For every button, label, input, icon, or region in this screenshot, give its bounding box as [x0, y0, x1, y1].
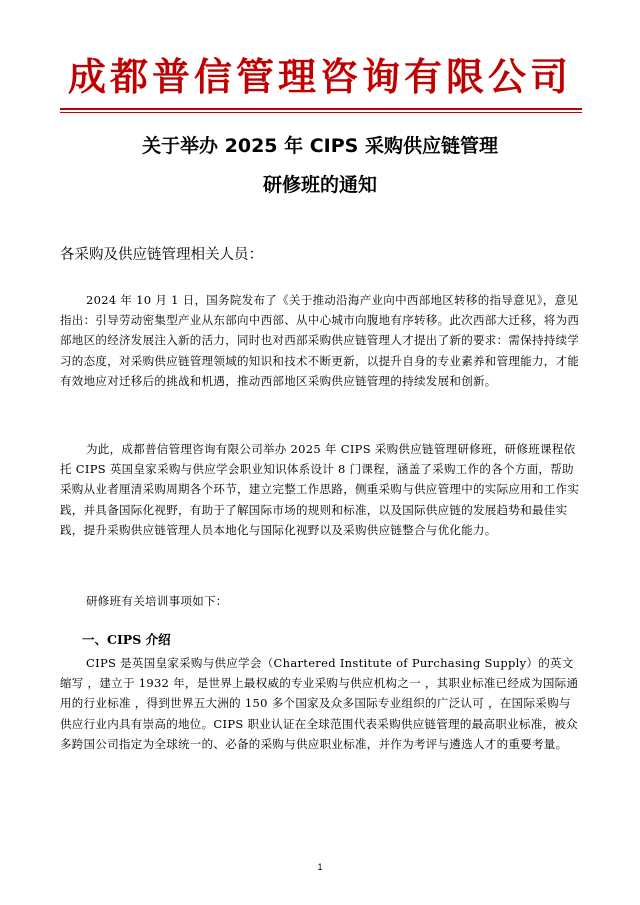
company-header: 成都普信管理咨询有限公司	[67, 54, 572, 99]
salutation: 各采购及供应链管理相关人员：	[60, 247, 263, 263]
section-heading-cips: 一、CIPS 介绍	[82, 632, 171, 647]
page-number: 1	[317, 862, 323, 872]
paragraph-3-text: 研修班有关培训事项如下：	[86, 594, 228, 608]
paragraph-1-text: 2024 年 10 月 1 日，国务院发布了《关于推动沿海产业向中西部地区转移的指导意见》，意见指出：引导劳动密集型产业从东部向中西部、从中心城市向腹地有序转移。此次西部大迁移，将为西部地区的经济发展注入新的活力，同时也对西部采购供应链管理人才提出了新的要求：需保持持续学习的态度，对采购供应链管理领域的知识和技术不断更新，以提升自身的专业素养和管理能力，才能有效地应对迁移后的挑战和机遇，推动西部地区采购供应链管理的持续发展和创新。	[60, 293, 580, 388]
paragraph-1	[60, 290, 582, 391]
paragraph-4	[60, 653, 582, 754]
paragraph-3	[60, 591, 582, 611]
paragraph-4-text: CIPS 是英国皇家采购与供应学会（Chartered Institute of Purchasing Supply）的英文缩写 ，建立于 1932 年，是世界上最权威的专业采购与供应机构之一 ，其职业标准已经成为国际通用的行业标准 ，得到世界五大洲的 150 多个国家及众多国际专业组织的广泛认可 ，在国际采购与供应行业内具有崇高的地位。CIPS 职业认证在全球范围代表采购供应链管理的最高职业标准，被众多跨国公司指定为全球统一的、必备的采购与供应职业标准，并作为考评与遴选人才的重要考量。	[60, 656, 579, 751]
header-rule-thin	[60, 112, 582, 113]
notice-title-line1: 关于举办 2025 年 CIPS 采购供应链管理	[142, 135, 498, 157]
paragraph-2	[60, 439, 582, 540]
notice-title-line2: 研修班的通知	[262, 174, 377, 196]
header-rule	[60, 108, 582, 110]
paragraph-2-text: 为此，成都普信管理咨询有限公司举办 2025 年 CIPS 采购供应链管理研修班，研修班课程依托 CIPS 英国皇家采购与供应学会职业知识体系设计 8 门课程，涵盖了采购工作的各个方面，帮助采购从业者厘清采购周期各个环节，建立完整工作思路，侧重采购与供应管理中的实际应用和工作实践，并具备国际化视野，有助于了解国际市场的规则和标准，以及国际供应链的发展趋势和最佳实践，提升采购供应链管理人员本地化与国际化视野以及采购供应链整合与优化能力。	[60, 442, 580, 537]
